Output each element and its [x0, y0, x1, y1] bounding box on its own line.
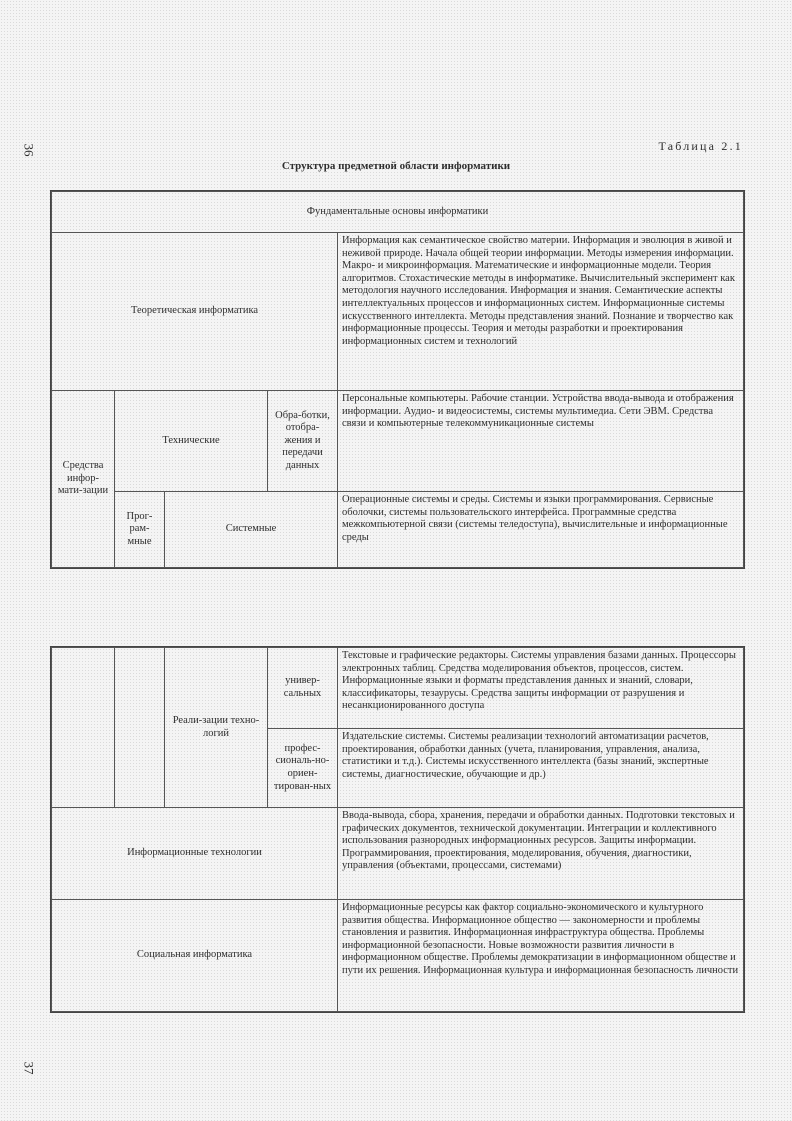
row-cell-means-continued	[52, 648, 115, 808]
row-label-system: Системные	[165, 492, 338, 568]
row-label-theoretical: Теоретическая информатика	[52, 233, 338, 391]
row-label-universal: универ-сальных	[268, 648, 338, 729]
row-text-info-tech: Ввода-вывода, сбора, хранения, передачи и обработки данных. Подготовки текстовых и графических документов, технической документации. Интеграции и коллективного использования разнородных информационных ресурсов. Защиты информации. Программирования, проектирования, моделирования, обучения, диагностики, управления (объектами, процессами, системами)	[338, 808, 744, 900]
table-caption: Структура предметной области информатики	[281, 160, 511, 172]
row-label-technical: Технические	[115, 391, 268, 492]
row-text-technical: Персональные компьютеры. Рабочие станции. Устройства ввода-вывода и отображения информации. Аудио- и видеосистемы, системы мультимедиа. Сети ЭВМ. Средства связи и компьютерные телекоммуникационные системы	[338, 391, 744, 492]
row-label-info-tech: Информационные технологии	[52, 808, 338, 900]
row-label-means: Средства инфор-мати-зации	[52, 391, 115, 568]
page-number-bottom: 37	[21, 1061, 37, 1075]
row-label-realization: Реали-зации техно-логий	[165, 648, 268, 808]
row-text-theoretical: Информация как семантическое свойство материи. Информация и эволюция в живой и неживой природе. Начала общей теории информации. Методы измерения информации. Макро- и микроинформация. Математические и информационные модели. Теория алгоритмов. Стохастические методы в информатике. Вычислительный эксперимент как методология научного исследования. Информация и знания. Семантические аспекты интеллектуальных процессов и информационных систем. Информационные системы искусственного интеллекта. Методы представления знаний. Познание и творчество как информационные процессы. Теория и методы разработки и проектирования информационных систем и технологий	[338, 233, 744, 391]
row-label-processing: Обра-ботки, отобра-жения и передачи данных	[268, 391, 338, 492]
row-text-social: Информационные ресурсы как фактор социально-экономического и культурного развития общества. Информационное общество — закономерности и проблемы становления и развития. Информационная инфраструктура общества. Проблемы информационной безопасности. Новые возможности развития личности в информационном обществе. Проблемы демократизации в информационном обществе и пути их решения. Информационная культура и информационная безопасность личности	[338, 900, 744, 1012]
structure-table-part-2	[50, 646, 745, 1013]
table-label: Таблица 2.1	[658, 139, 743, 153]
structure-table-part-1	[50, 190, 745, 569]
row-text-universal: Текстовые и графические редакторы. Системы управления базами данных. Процессоры электронных таблиц. Средства моделирования объектов, процессов, систем. Информационные языки и форматы представления данных и знаний, словари, классификаторы, тезаурусы. Средства защиты информации от разрушения и несанкционированного доступа	[338, 648, 744, 729]
page-number-top: 36	[21, 143, 37, 157]
row-text-system: Операционные системы и среды. Системы и языки программирования. Сервисные оболочки, системы пользовательского интерфейса. Программные средства межкомпьютерной связи (системы теледоступа), вычислительные и информационные среды	[338, 492, 744, 568]
row-label-software: Прог-рам-мные	[115, 492, 165, 568]
row-label-social: Социальная информатика	[52, 900, 338, 1012]
row-label-professional: профес-сиональ-но-ориен-тирован-ных	[268, 729, 338, 808]
row-cell-software-continued	[115, 648, 165, 808]
header-fundamentals: Фундаментальные основы информатики	[52, 192, 744, 233]
row-text-professional: Издательские системы. Системы реализации технологий автоматизации расчетов, проектирования, обработки данных (учета, планирования, управления, анализа, статистики и т.д.). Системы искусственного интеллекта (базы знаний, экспертные системы, диагностические, обучающие и др.)	[338, 729, 744, 808]
